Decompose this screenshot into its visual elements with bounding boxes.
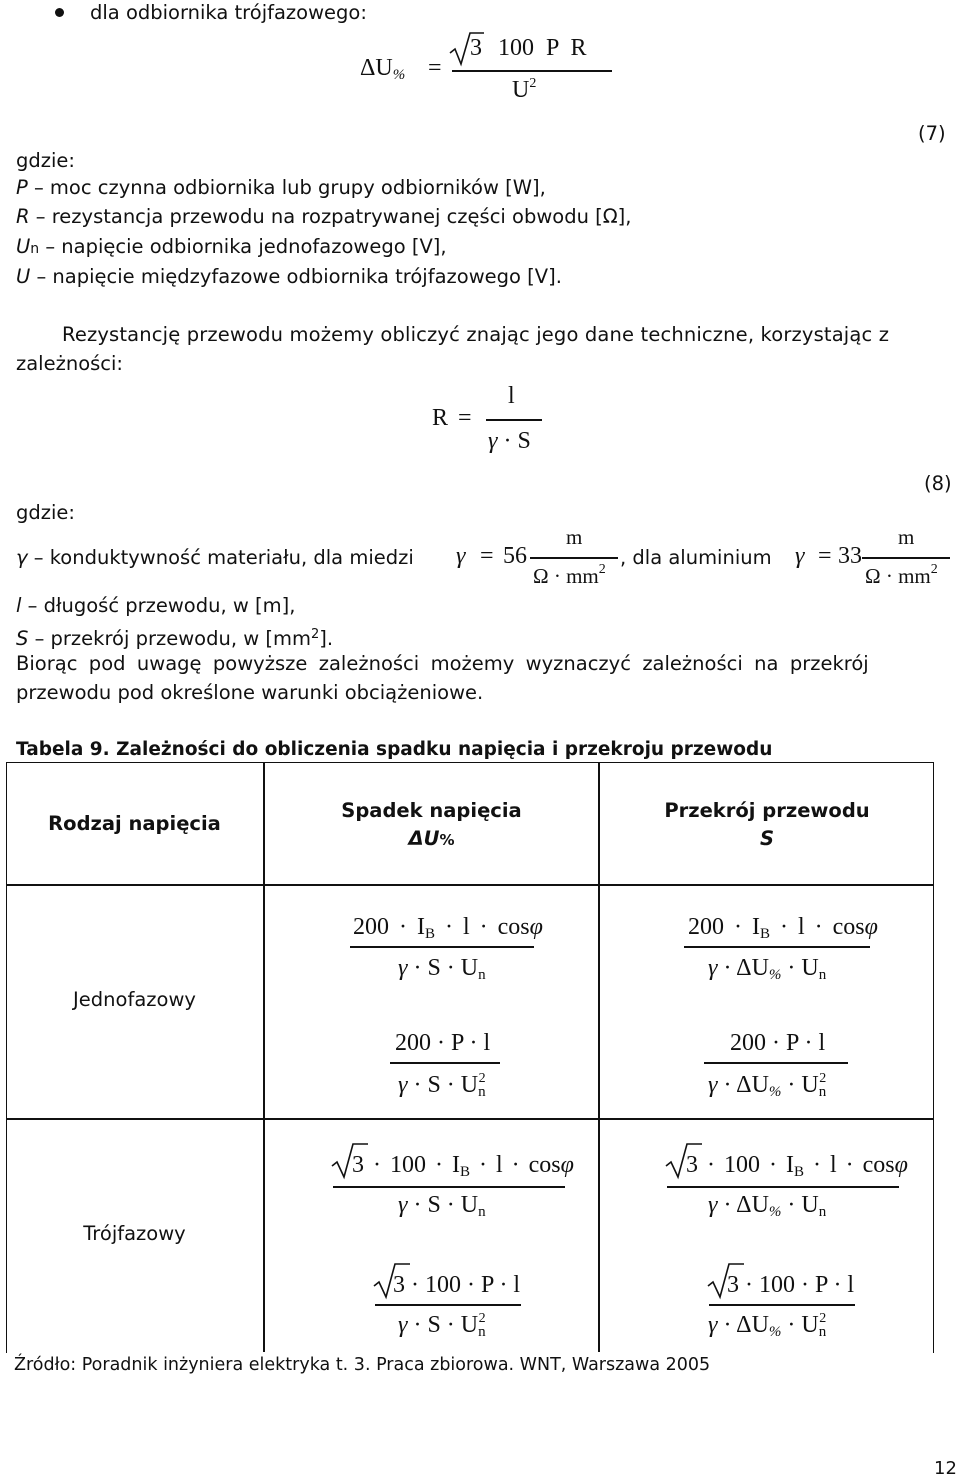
where1-label: gdzie: — [16, 149, 75, 172]
bullet-text: dla odbiornika trójfazowego: — [90, 1, 367, 24]
al-unit-bar — [862, 557, 950, 559]
bullet-dot — [55, 8, 64, 17]
row-label-single-phase: Jednofazowy — [73, 988, 196, 1011]
where2-label: gdzie: — [16, 501, 75, 524]
eq8-equals: = — [458, 405, 472, 431]
row-label-three-phase: Trójfazowy — [83, 1222, 186, 1245]
cu-unit-num: m — [566, 525, 583, 549]
table-row-divider — [6, 1118, 934, 1120]
eq8-lhs: R — [432, 405, 449, 431]
paragraph-1-line1: Rezystancję przewodu możemy obliczyć znając jego dane techniczne, korzystając z — [62, 323, 890, 346]
where2-gamma-desc: γ – konduktywność materiału, dla miedzi — [16, 546, 414, 569]
cu-unit-bar — [530, 557, 618, 559]
where2-l-desc: l – długość przewodu, w [m], — [16, 594, 296, 617]
paragraph-1-line2: zależności: — [16, 352, 123, 375]
eq7-equals: = — [428, 55, 442, 81]
header-voltage-drop: Spadek napięcia ΔU% — [341, 799, 522, 850]
al-text: , dla aluminium — [620, 546, 772, 569]
header-cross-section: Przekrój przewodu S — [664, 799, 870, 850]
header-voltage-type: Rodzaj napięcia — [48, 812, 221, 835]
where1-item-un: Un – napięcie odbiornika jednofazowego [V], — [16, 235, 447, 258]
table-caption: Tabela 9. Zależności do obliczenia spadku napięcia i przekroju przewodu — [16, 739, 773, 760]
eq8-den: γ · S — [488, 428, 531, 454]
eq8-number: (8) — [924, 472, 952, 495]
source-note: Źródło: Poradnik inżyniera elektryka t. 3. Praca zbiorowa. WNT, Warszawa 2005 — [14, 1355, 711, 1375]
al-unit-num: m — [898, 525, 915, 549]
page-number: 12 — [934, 1458, 957, 1479]
al-equals: = — [818, 543, 832, 569]
where1-item-u: U – napięcie międzyfazowe odbiornika trójfazowego [V]. — [16, 265, 562, 288]
eq8-num: l — [508, 383, 515, 409]
where1-item-r: R – rezystancja przewodu na rozpatrywanej części obwodu [Ω], — [16, 205, 632, 228]
paragraph-2-line2: przewodu pod określone warunki obciążeniowe. — [16, 681, 484, 704]
eq7-sqrt-arg: 3 — [470, 35, 482, 61]
where2-s-desc: S – przekrój przewodu, w $[mm^2]$. — [16, 627, 334, 650]
cu-gamma: γ — [456, 543, 466, 569]
al-gamma: γ — [795, 543, 805, 569]
eq7-den: $U^2$ — [512, 76, 537, 103]
eq7-fraction-bar — [452, 70, 612, 72]
table-header-divider — [6, 884, 934, 886]
al-value: 33 — [838, 543, 862, 569]
al-unit-den: $\Omega \cdot mm^2$ — [865, 562, 938, 588]
where1-item-p: P – moc czynna odbiornika lub grupy odbiorników [W], — [16, 176, 546, 199]
paragraph-2-line1: Biorąc pod uwagę powyższe zależności możemy wyznaczyć zależności na przekrój — [16, 652, 869, 675]
eq7-number: (7) — [918, 122, 946, 145]
eq8-fraction-bar — [486, 419, 542, 421]
eq7-lhs: $\Delta U_{\%}$ — [360, 55, 406, 83]
cu-unit-den: $\Omega \cdot mm^2$ — [533, 562, 606, 588]
cu-equals: = — [480, 543, 494, 569]
eq7-num-rest: 100 P R — [498, 35, 587, 61]
cu-value: 56 — [503, 543, 527, 569]
